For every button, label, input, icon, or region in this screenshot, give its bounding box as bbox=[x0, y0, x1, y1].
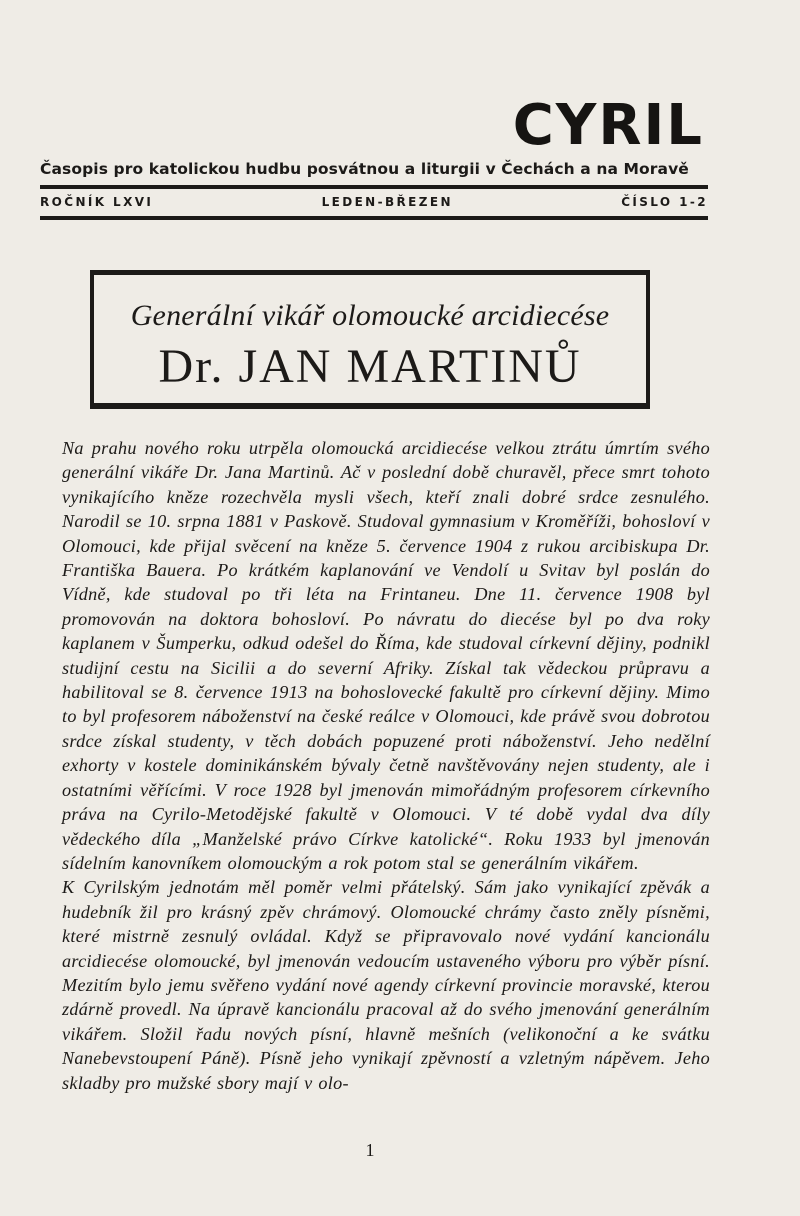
paragraph-2: K Cyrilským jednotám měl poměr velmi přátelský. Sám jako vynikající zpěvák a hudebník žil pro krásný zpěv chrámový. Olomoucké chrámy často zněly písněmi, které mistrně zesnulý ovládal. Když se připravovalo nové vydání kancionálu arcidiecése olomoucké, byl jmenován vedoucím ustaveného výboru pro výběr písní. Mezitím bylo jemu svěřeno vydání nové agendy církevní provincie moravské, kterou zdárně provedl. Na úpravě kancionálu pracoval až do svého jmenování generálním vikářem. Složil řadu nových písní, hlavně mešních (velikonoční a ke svátku Nanebevstoupení Páně). Písně jeho vynikají zpěvností a vzletným nápěvem. Jeho skladby pro mužské sbory mají v olo- bbox=[62, 877, 710, 1093]
journal-title: CYRIL bbox=[512, 93, 704, 158]
article-body bbox=[62, 436, 710, 1095]
article-subtitle: Generální vikář olomoucké arcidiecése bbox=[130, 299, 610, 332]
paragraph-1: Na prahu nového roku utrpěla olomoucká arcidiecése velkou ztrátu úmrtím svého generální vikáře Dr. Jana Martinů. Ač v poslední době churavěl, přece smrt tohoto vynikajícího kněze rozechvěla mysli všech, kteří znali dobré srdce zesnulého. Narodil se 10. srpna 1881 v Paskově. Studoval gymnasium v Kroměříži, bohosloví v Olomouci, kde přijal svěcení na kněze 5. července 1904 z rukou arcibiskupa Dr. Františka Bauera. Po krátkém kaplanování ve Vendolí u Svitav byl poslán do Vídně, kde studoval po tři léta na Frintaneu. Dne 11. července 1908 byl promovován na doktora bohosloví. Po návratu do diecése byl po dva roky kaplanem v Šumperku, odkud odešel do Říma, kde studoval církevní dějiny, podnikl studijní cestu na Sicilii a do severní Afriky. Získal tak vědeckou průpravu a habilitoval se 8. července 1913 na bohoslovecké fakultě pro církevní dějiny. Mimo to byl profesorem náboženství na české reálce v Olomouci, kde právě svou dobrotou srdce získal studenty, v těch dobách popuzené proti náboženství. Jeho nedělní exhorty v kostele dominikánském bývaly četně navštěvovány nejen studenty, ale i ostatními věřícími. V roce 1928 byl jmenován mimořádným profesorem církevního práva na Cyrilo-Metodějské fakultě v Olomouci. V té době vydal dva díly vědeckého díla „Manželské právo Církve katolické“. Roku 1933 byl jmenován sídelním kanovníkem olomouckým a rok potom stal se generálním vikářem. bbox=[62, 438, 710, 873]
masthead-rule-bottom bbox=[40, 216, 708, 220]
masthead-rule-top bbox=[40, 185, 708, 189]
title-box bbox=[90, 270, 650, 409]
volume-label: ROČNÍK LXVI bbox=[40, 195, 154, 209]
period-label: LEDEN-BŘEZEN bbox=[321, 195, 453, 209]
issue-label: ČÍSLO 1-2 bbox=[621, 195, 708, 209]
page-number: 1 bbox=[365, 1140, 375, 1160]
issue-info-row bbox=[40, 195, 708, 209]
article-title: Dr. JAN MARTINŮ bbox=[158, 340, 582, 393]
journal-subtitle: Časopis pro katolickou hudbu posvátnou a liturgii v Čechách a na Moravě bbox=[40, 160, 689, 178]
